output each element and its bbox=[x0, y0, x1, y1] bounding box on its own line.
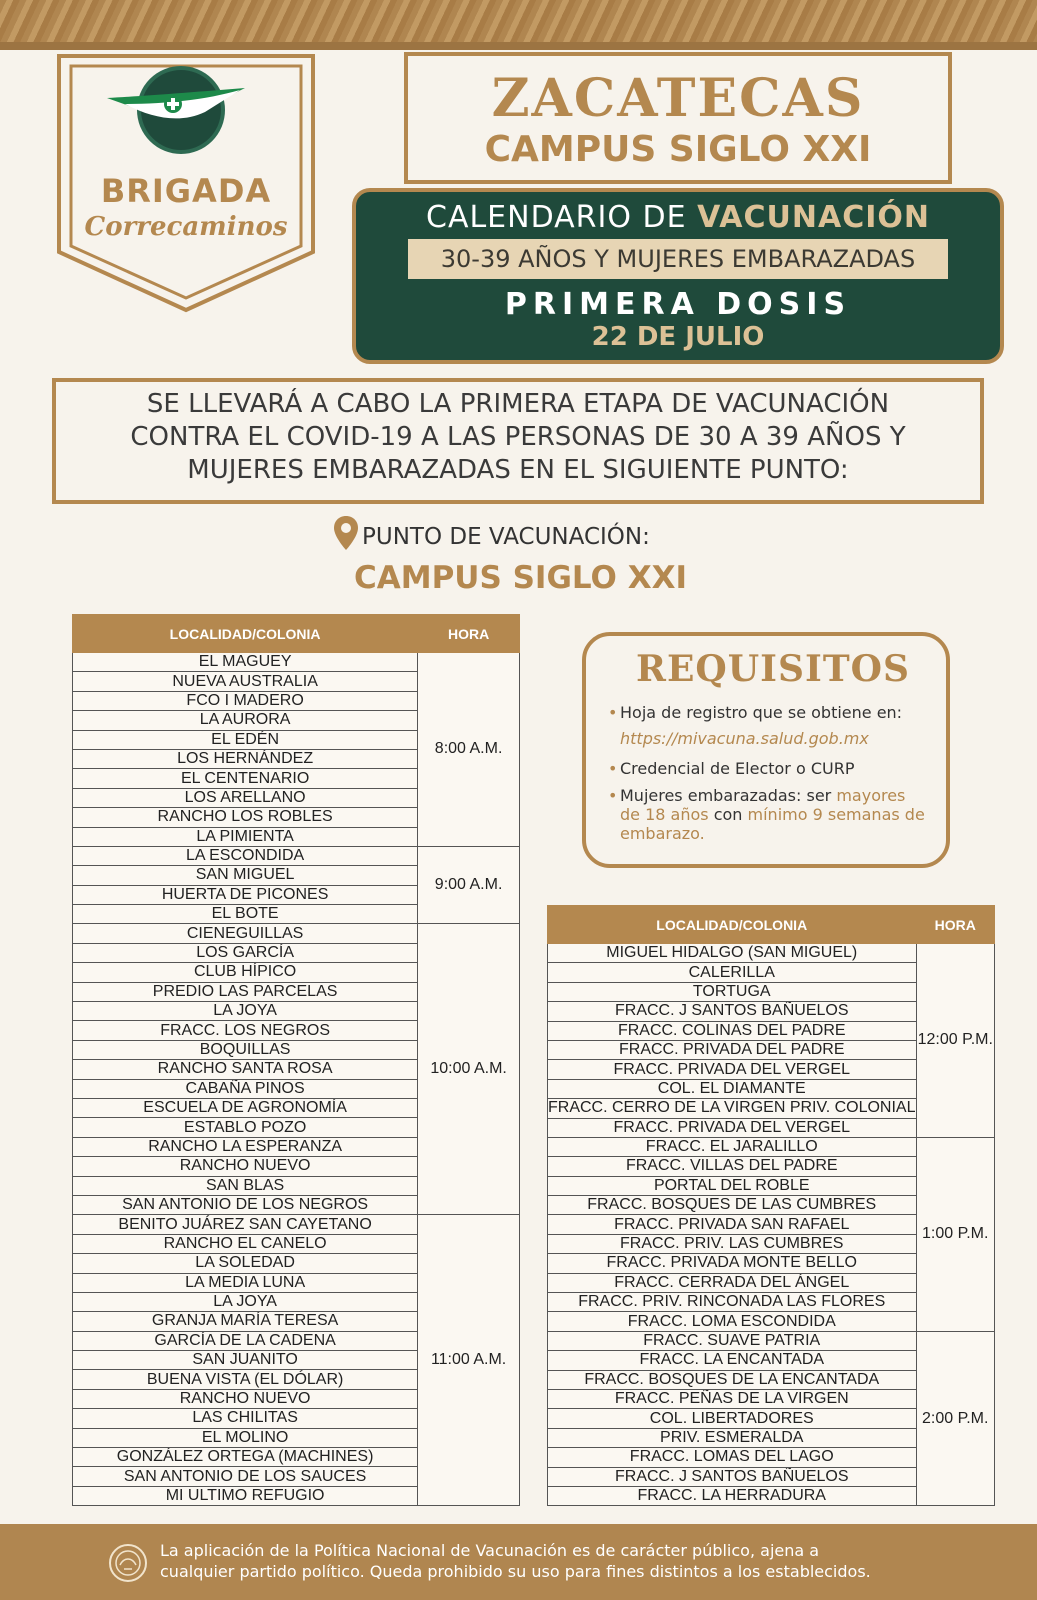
localidad-cell: PORTAL DEL ROBLE bbox=[548, 1176, 917, 1195]
localidad-cell: EL BOTE bbox=[73, 905, 418, 924]
header-title-box bbox=[404, 52, 952, 184]
table-row bbox=[73, 653, 520, 672]
hora-cell: 11:00 A.M. bbox=[418, 1215, 520, 1506]
requirements-title: REQUISITOS bbox=[636, 648, 910, 690]
intro-line-3: MUJERES EMBARAZADAS EN EL SIGUIENTE PUNTO: bbox=[187, 455, 849, 485]
localidad-cell: FRACC. LA HERRADURA bbox=[548, 1486, 917, 1505]
localidad-cell: COL. EL DIAMANTE bbox=[548, 1079, 917, 1098]
roadrunner-logo-icon bbox=[107, 68, 245, 152]
localidad-cell: FRACC. PRIV. LAS CUMBRES bbox=[548, 1234, 917, 1253]
localidad-cell: FRACC. COLINAS DEL PADRE bbox=[548, 1021, 917, 1040]
localidad-cell: FRACC. VILLAS DEL PADRE bbox=[548, 1157, 917, 1176]
localidad-cell: FRACC. BOSQUES DE LAS CUMBRES bbox=[548, 1196, 917, 1215]
hora-cell: 1:00 P.M. bbox=[916, 1137, 995, 1331]
localidad-cell: FRACC. EL JARALILLO bbox=[548, 1137, 917, 1156]
footer-line-1: La aplicación de la Política Nacional de Vacunación es de carácter público, ajena a bbox=[160, 1541, 820, 1560]
top-decorative-banner bbox=[0, 0, 1037, 50]
localidad-cell: RANCHO SANTA ROSA bbox=[73, 1060, 418, 1079]
footer-disclaimer bbox=[160, 1540, 1000, 1582]
localidad-cell: FCO I MADERO bbox=[73, 691, 418, 710]
col-header-localidad: LOCALIDAD/COLONIA bbox=[548, 906, 917, 944]
localidad-cell: LA ESCONDIDA bbox=[73, 846, 418, 865]
localidad-cell: LA MEDIA LUNA bbox=[73, 1273, 418, 1292]
localidad-cell: SAN BLAS bbox=[73, 1176, 418, 1195]
schedule-table-morning bbox=[72, 614, 520, 1506]
col-header-hora: HORA bbox=[916, 906, 995, 944]
national-seal-icon bbox=[108, 1543, 148, 1583]
localidad-cell: LOS ARELLANO bbox=[73, 788, 418, 807]
localidad-cell: RANCHO LA ESPERANZA bbox=[73, 1137, 418, 1156]
localidad-cell: FRACC. LOS NEGROS bbox=[73, 1021, 418, 1040]
localidad-cell: FRACC. PRIVADA MONTE BELLO bbox=[548, 1254, 917, 1273]
localidad-cell: RANCHO EL CANELO bbox=[73, 1234, 418, 1253]
localidad-cell: LA PIMIENTA bbox=[73, 827, 418, 846]
localidad-cell: FRACC. SUAVE PATRIA bbox=[548, 1331, 917, 1350]
localidad-cell: BUENA VISTA (EL DÓLAR) bbox=[73, 1370, 418, 1389]
localidad-cell: CABAÑA PINOS bbox=[73, 1079, 418, 1098]
requirement-item: • Credencial de Elector o CURP bbox=[620, 756, 926, 782]
localidad-cell: SAN MIGUEL bbox=[73, 866, 418, 885]
localidad-cell: LA AURORA bbox=[73, 711, 418, 730]
localidad-cell: MIGUEL HIDALGO (SAN MIGUEL) bbox=[548, 944, 917, 963]
localidad-cell: LA JOYA bbox=[73, 1292, 418, 1311]
calendar-group: 30-39 AÑOS Y MUJERES EMBARAZADAS bbox=[408, 239, 948, 279]
localidad-cell: FRACC. CERRADA DEL ÁNGEL bbox=[548, 1273, 917, 1292]
localidad-cell: RANCHO LOS ROBLES bbox=[73, 808, 418, 827]
localidad-cell: PRIV. ESMERALDA bbox=[548, 1428, 917, 1447]
page-subtitle: CAMPUS SIGLO XXI bbox=[484, 129, 872, 170]
localidad-cell: FRACC. PRIVADA SAN RAFAEL bbox=[548, 1215, 917, 1234]
page-title: ZACATECAS bbox=[491, 68, 865, 129]
table-row bbox=[548, 1137, 995, 1156]
localidad-cell: HUERTA DE PICONES bbox=[73, 885, 418, 904]
calendar-box bbox=[352, 188, 1004, 364]
footer-line-2: cualquier partido político. Queda prohibido su uso para fines distintos a los establecidos. bbox=[160, 1562, 871, 1581]
localidad-cell: CALERILLA bbox=[548, 963, 917, 982]
table-row bbox=[548, 1331, 995, 1350]
hora-cell: 10:00 A.M. bbox=[418, 924, 520, 1215]
requirement-item: • Mujeres embarazadas: ser mayores de 18 años con mínimo 9 semanas de embarazo. bbox=[620, 786, 926, 843]
location-pin-icon bbox=[333, 515, 359, 551]
requirements-box bbox=[582, 632, 950, 868]
table-row bbox=[73, 1215, 520, 1234]
localidad-cell: GONZÁLEZ ORTEGA (MACHINES) bbox=[73, 1448, 418, 1467]
localidad-cell: FRACC. PRIVADA DEL VERGEL bbox=[548, 1118, 917, 1137]
localidad-cell: COL. LIBERTADORES bbox=[548, 1409, 917, 1428]
intro-notice bbox=[52, 378, 984, 504]
localidad-cell: FRACC. BOSQUES DE LA ENCANTADA bbox=[548, 1370, 917, 1389]
localidad-cell: LOS HERNÁNDEZ bbox=[73, 749, 418, 768]
localidad-cell: BENITO JUÁREZ SAN CAYETANO bbox=[73, 1215, 418, 1234]
requirements-list bbox=[620, 700, 926, 843]
table-row bbox=[73, 924, 520, 943]
localidad-cell: MI ULTIMO REFUGIO bbox=[73, 1486, 418, 1505]
calendar-title-bold: VACUNACIÓN bbox=[697, 200, 930, 235]
localidad-cell: FRACC. LOMAS DEL LAGO bbox=[548, 1448, 917, 1467]
localidad-cell: SAN ANTONIO DE LOS NEGROS bbox=[73, 1195, 418, 1214]
localidad-cell: CIENEGUILLAS bbox=[73, 924, 418, 943]
localidad-cell: TORTUGA bbox=[548, 982, 917, 1001]
localidad-cell: FRACC. PRIVADA DEL VERGEL bbox=[548, 1060, 917, 1079]
localidad-cell: EL EDÉN bbox=[73, 730, 418, 749]
table-row bbox=[73, 846, 520, 865]
calendar-dose: PRIMERA DOSIS bbox=[504, 287, 852, 322]
calendar-title bbox=[356, 200, 1000, 235]
registration-link[interactable]: https://mivacuna.salud.gob.mx bbox=[620, 729, 869, 748]
localidad-cell: GRANJA MARÍA TERESA bbox=[73, 1312, 418, 1331]
localidad-cell: PREDIO LAS PARCELAS bbox=[73, 982, 418, 1001]
intro-line-2: CONTRA EL COVID-19 A LAS PERSONAS DE 30 A 39 AÑOS Y bbox=[130, 422, 906, 452]
requirement-item: • Hoja de registro que se obtiene en: https://mivacuna.salud.gob.mx bbox=[620, 700, 926, 752]
localidad-cell: GARCÍA DE LA CADENA bbox=[73, 1331, 418, 1350]
calendar-date: 22 DE JULIO bbox=[591, 322, 765, 352]
table-row bbox=[548, 944, 995, 963]
localidad-cell: SAN ANTONIO DE LOS SAUCES bbox=[73, 1467, 418, 1486]
localidad-cell: FRACC. LA ENCANTADA bbox=[548, 1351, 917, 1370]
intro-line-1: SE LLEVARÁ A CABO LA PRIMERA ETAPA DE VACUNACIÓN bbox=[146, 389, 890, 419]
schedule-table-afternoon bbox=[547, 905, 995, 1506]
localidad-cell: EL MOLINO bbox=[73, 1428, 418, 1447]
localidad-cell: ESTABLO POZO bbox=[73, 1118, 418, 1137]
localidad-cell: EL CENTENARIO bbox=[73, 769, 418, 788]
localidad-cell: CLUB HÍPICO bbox=[73, 963, 418, 982]
localidad-cell: RANCHO NUEVO bbox=[73, 1389, 418, 1408]
localidad-cell: FRACC. CERRO DE LA VIRGEN PRIV. COLONIAL bbox=[548, 1099, 916, 1117]
brand-line-1: BRIGADA bbox=[100, 172, 272, 210]
localidad-cell: BOQUILLAS bbox=[73, 1040, 418, 1059]
localidad-cell: RANCHO NUEVO bbox=[73, 1157, 418, 1176]
localidad-cell: LA SOLEDAD bbox=[73, 1254, 418, 1273]
localidad-cell: SAN JUANITO bbox=[73, 1351, 418, 1370]
col-header-hora: HORA bbox=[418, 615, 520, 653]
hora-cell: 8:00 A.M. bbox=[418, 653, 520, 847]
punto-label: PUNTO DE VACUNACIÓN: bbox=[362, 524, 650, 550]
localidad-cell: FRACC. PEÑAS DE LA VIRGEN bbox=[548, 1389, 917, 1408]
localidad-cell: LAS CHILITAS bbox=[73, 1409, 418, 1428]
localidad-cell: ESCUELA DE AGRONOMÍA bbox=[73, 1098, 418, 1117]
localidad-cell: FRACC. J SANTOS BAÑUELOS bbox=[548, 1002, 917, 1021]
hora-cell: 9:00 A.M. bbox=[418, 846, 520, 924]
col-header-localidad: LOCALIDAD/COLONIA bbox=[73, 615, 418, 653]
punto-value: CAMPUS SIGLO XXI bbox=[354, 560, 688, 596]
localidad-cell: EL MAGUEY bbox=[73, 653, 418, 672]
localidad-cell: LOS GARCÍA bbox=[73, 943, 418, 962]
localidad-cell: LA JOYA bbox=[73, 1002, 418, 1021]
localidad-cell: NUEVA AUSTRALIA bbox=[73, 672, 418, 691]
localidad-cell: FRACC. PRIVADA DEL PADRE bbox=[548, 1040, 917, 1059]
hora-cell: 2:00 P.M. bbox=[916, 1331, 995, 1506]
localidad-cell: FRACC. J SANTOS BAÑUELOS bbox=[548, 1467, 917, 1486]
brand-line-2: Correcaminos bbox=[84, 212, 288, 242]
localidad-cell: FRACC. PRIV. RINCONADA LAS FLORES bbox=[548, 1293, 917, 1312]
localidad-cell: FRACC. LOMA ESCONDIDA bbox=[548, 1312, 917, 1331]
hora-cell: 12:00 P.M. bbox=[916, 944, 995, 1138]
calendar-title-light: CALENDARIO DE bbox=[426, 200, 698, 235]
